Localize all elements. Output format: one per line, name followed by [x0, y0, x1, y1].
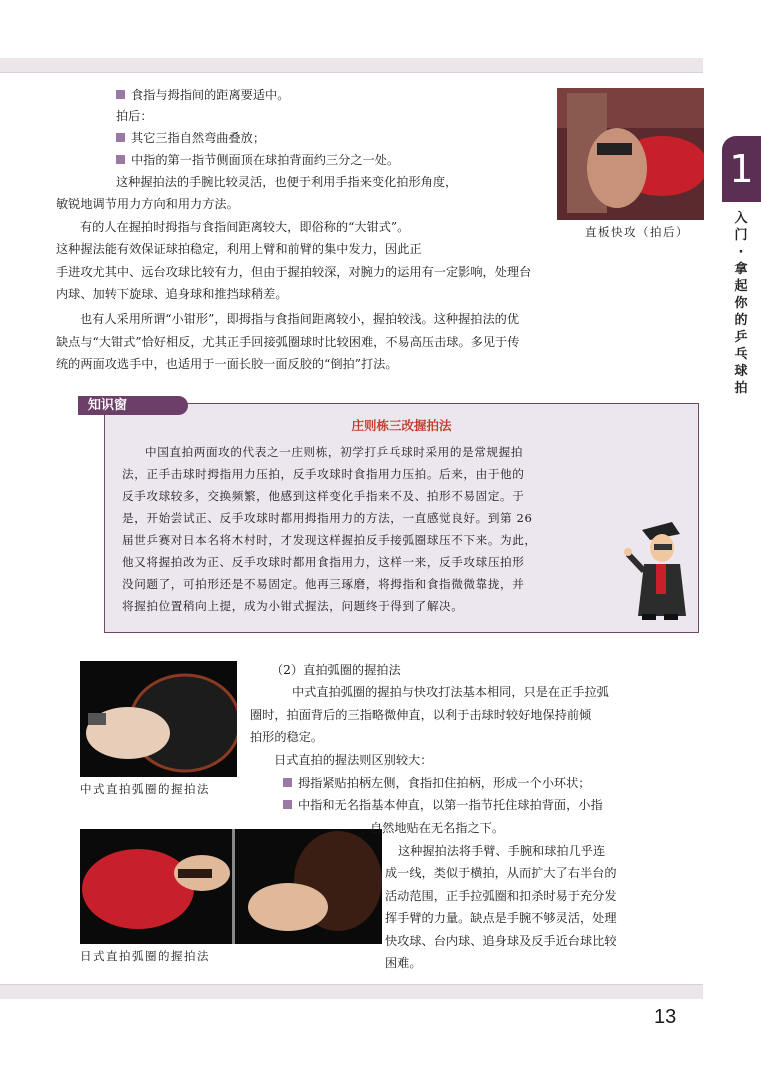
text-line: 挥手臂的力量。缺点是手腕不够灵活，处理	[385, 911, 617, 925]
text-line: 圈时，拍面背后的三指略微伸直，以利于击球时较好地保持前倾	[250, 708, 592, 722]
chapter-number-tab: 1	[722, 136, 761, 202]
text-line: 快攻球、台内球、追身球及反手近台球比较	[385, 934, 617, 948]
caption-photo-mid: 中式直拍弧圈的握拍法	[80, 782, 210, 796]
bullet-square-icon	[116, 133, 125, 142]
top-band	[0, 58, 703, 73]
text-line: 缺点与“大钳式”恰好相反，尤其正手回接弧圈球时比较困难，不易高压击球。多见于传	[56, 335, 520, 349]
box-line: 法，正手击球时拇指用力压拍，反手攻球时食指用力压拍。后来，由于他的	[122, 467, 525, 481]
text-line: 这种握拍法将手臂、手腕和球拍几乎连	[398, 844, 606, 858]
text-line: 内球、加转下旋球、追身球和推挡球稍差。	[56, 287, 288, 301]
bullet-square-icon	[116, 155, 125, 164]
text-line: 中式直拍弧圈的握拍与快攻打法基本相同，只是在正手拉弧	[292, 685, 609, 699]
box-line: 届世乒赛对日本名将木村时，才发现这样握拍反手接弧圈球压不下来。为此，	[122, 533, 537, 547]
text-line: 敏锐地调节用力方向和用力方法。	[56, 197, 239, 211]
box-line: 他又将握拍改为正、反手攻球时都用食指用力，这样一来，反手攻球压拍形	[122, 555, 525, 569]
box-line: 反手攻球较多，交换频繁，他感到这样变化手指来不及、拍形不易固定。于	[122, 489, 525, 503]
text-line: 统的两面攻选手中，也适用于一面长胶一面反胶的“倒拍”打法。	[56, 357, 398, 371]
box-line: 是，开始尝试正、反手攻球时都用拇指用力的方法，一直感觉良好。到第 26	[122, 511, 533, 525]
text-line: 拍后：	[116, 109, 153, 123]
bullet-item: 中指的第一指节侧面顶在球拍背面约三分之一处。	[116, 152, 399, 169]
chapter-title-vertical	[731, 210, 751, 397]
text-line: 这种握法能有效保证球拍稳定，利用上臂和前臂的集中发力，因此正	[56, 242, 422, 256]
box-line: 将握拍位置稍向上提，成为小钳式握法，问题终于得到了解决。	[122, 599, 464, 613]
text-line: 日式直拍的握法则区别较大：	[274, 753, 433, 767]
text-line: 也有人采用所谓“小钳形”，即拇指与食指间距离较小，握拍较浅。这种握拍法的优	[80, 312, 520, 326]
bottom-band	[0, 984, 703, 999]
bullet-item: 食指与拇指间的距离要适中。	[116, 87, 289, 104]
text-line: 活动范围，正手拉弧圈和扣杀时易于充分发	[385, 889, 617, 903]
bullet-item: 中指和无名指基本伸直，以第一指节托住球拍背面，小指	[283, 797, 603, 814]
knowledge-box	[104, 403, 699, 633]
box-line: 没问题了，可拍形还是不易固定。他再三琢磨，将拇指和食指微微靠拢，并	[122, 577, 525, 591]
knowledge-box-tag: 知识窗	[78, 396, 188, 415]
text-line: 成一线，类似于横拍，从而扩大了右半台的	[385, 866, 617, 880]
page-number: 13	[654, 1006, 677, 1028]
photo-penhold-back	[557, 88, 704, 220]
bullet-item: 拇指紧贴拍柄左侧，食指扣住拍柄，形成一个小环状；	[283, 775, 591, 792]
text-line: 有的人在握拍时拇指与食指间距离较大，即俗称的“大钳式”。	[80, 220, 410, 234]
professor-illustration	[624, 516, 694, 622]
text-line: 手进攻尤其中、远台攻球比较有力，但由于握拍较深，对腕力的运用有一定影响，处理台	[56, 265, 532, 279]
text-line: 这种握拍法的手腕比较灵活，也便于利用手指来变化拍形角度，	[116, 175, 458, 189]
caption-photo-top: 直板快攻（拍后）	[585, 225, 689, 239]
bullet-square-icon	[116, 90, 125, 99]
bullet-square-icon	[283, 778, 292, 787]
text-line: 拍形的稳定。	[250, 730, 324, 744]
bullet-square-icon	[283, 800, 292, 809]
caption-photo-bottom: 日式直拍弧圈的握拍法	[80, 949, 210, 963]
chapter-title: 入 门 · 拿 起 你 的 乒 乓 球 拍	[734, 211, 748, 396]
box-line: 中国直拍两面攻的代表之一庄则栋，初学打乒乓球时采用的是常规握拍	[145, 445, 524, 459]
section-heading: （2）直拍弧圈的握拍法	[271, 663, 401, 677]
text-line: 困难。	[385, 956, 422, 970]
photo-chinese-grip	[80, 661, 237, 777]
photo-japanese-grip	[80, 829, 382, 944]
knowledge-box-title: 庄则栋三改握拍法	[351, 418, 452, 433]
text-line: 自然地贴在无名指之下。	[370, 821, 505, 835]
bullet-item: 其它三指自然弯曲叠放；	[116, 130, 265, 147]
